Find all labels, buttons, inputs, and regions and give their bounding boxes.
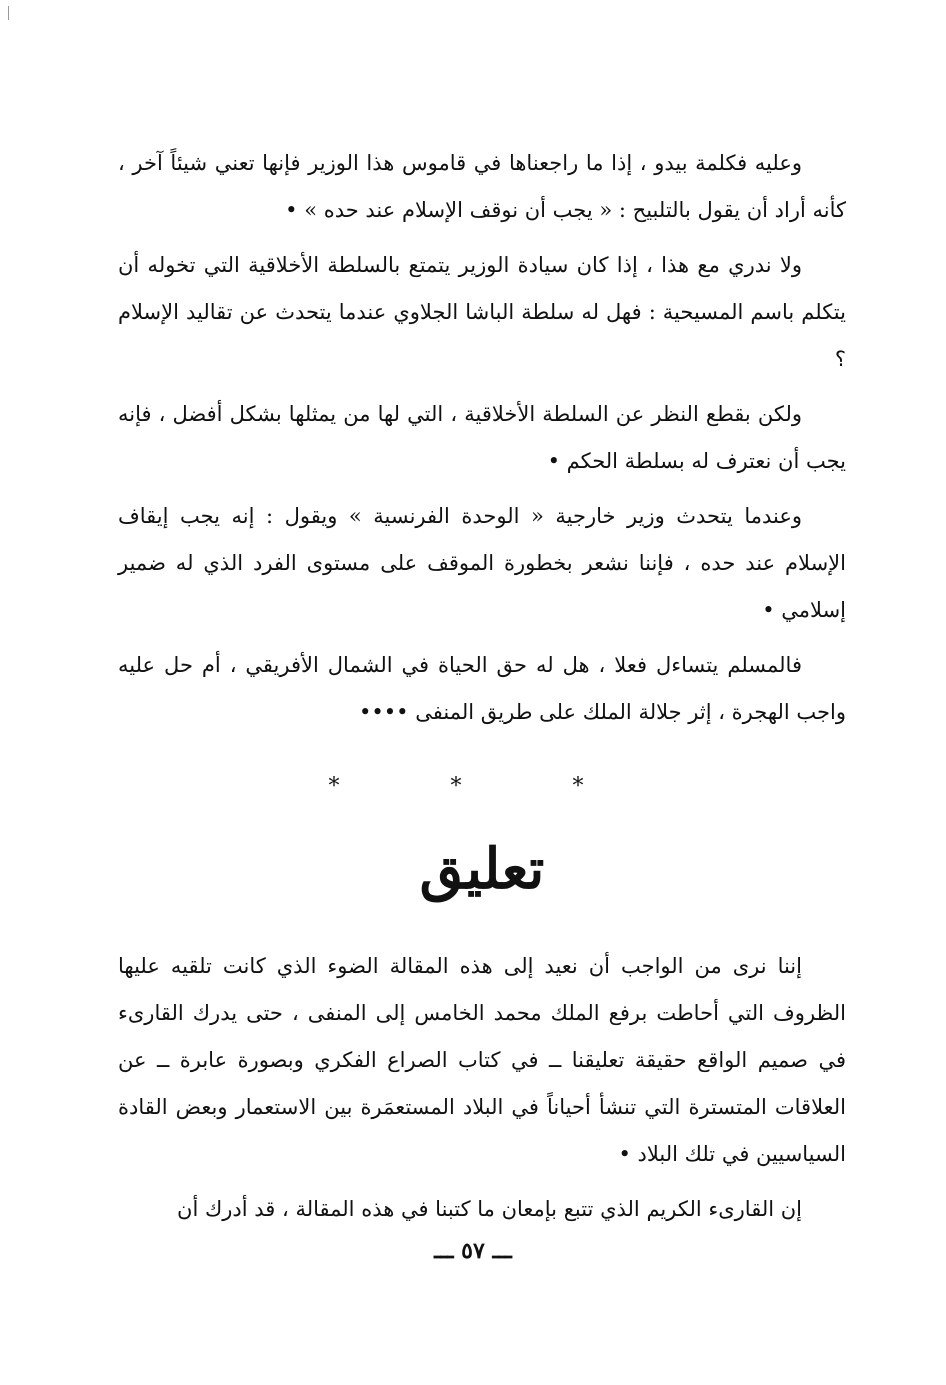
scan-mark	[8, 6, 9, 20]
paragraph-7: إن القارىء الكريم الذي تتبع بإمعان ما كتبنا في هذه المقالة ، قد أدرك أن	[177, 1197, 802, 1221]
paragraph-3: ولكن بقطع النظر عن السلطة الأخلاقية ، التي لها من يمثلها بشكل أفضل ، فإنه يجب أن نعترف له بسلطة الحكم •	[118, 402, 846, 473]
paragraph-5: فالمسلم يتساءل فعلا ، هل له حق الحياة في الشمال الأفريقي ، أم حل عليه واجب الهجرة ، إثر جلالة الملك على طريق المنفى ••••	[118, 653, 846, 724]
section-title: تعليق	[419, 836, 545, 902]
paragraph-6: إننا نرى من الواجب أن نعيد إلى هذه المقالة الضوء الذي كانت تلقيه عليها الظروف التي أحاطت برفع الملك محمد الخامس إلى المنفى ، حتى يدرك القارىء في صميم الواقع حقيقة تعليقنا ــ في كتاب الصراع الفكري وبصورة عابرة ــ عن العلاقات المتسترة التي تنشأ أحياناً في البلاد المستعمَرة بين الاستعمار وبعض القادة السياسيين في تلك البلاد •	[118, 954, 846, 1166]
paragraph-4: وعندما يتحدث وزير خارجية « الوحدة الفرنسية » ويقول : إنه يجب إيقاف الإسلام عند حده ، فإننا نشعر بخطورة الموقف على مستوى الفرد الذي له ضمير إسلامي •	[118, 504, 846, 622]
paragraph-1: وعليه فكلمة بيدو ، إذا ما راجعناها في قاموس هذا الوزير فإنها تعني شيئاً آخر ، كأنه أراد أن يقول بالتلبيح : « يجب أن نوقف الإسلام عند حده » •	[118, 151, 846, 222]
section-separator: * * *	[328, 774, 636, 799]
paragraph-2: ولا ندري مع هذا ، إذا كان سيادة الوزير يتمتع بالسلطة الأخلاقية التي تخوله أن يتكلم باسم المسيحية : فهل له سلطة الباشا الجلاوي عندما يتحدث عن تقاليد الإسلام ؟	[118, 253, 846, 371]
page-body	[118, 140, 846, 1241]
page-number: ـــ ٥٧ ـــ	[434, 1238, 512, 1264]
